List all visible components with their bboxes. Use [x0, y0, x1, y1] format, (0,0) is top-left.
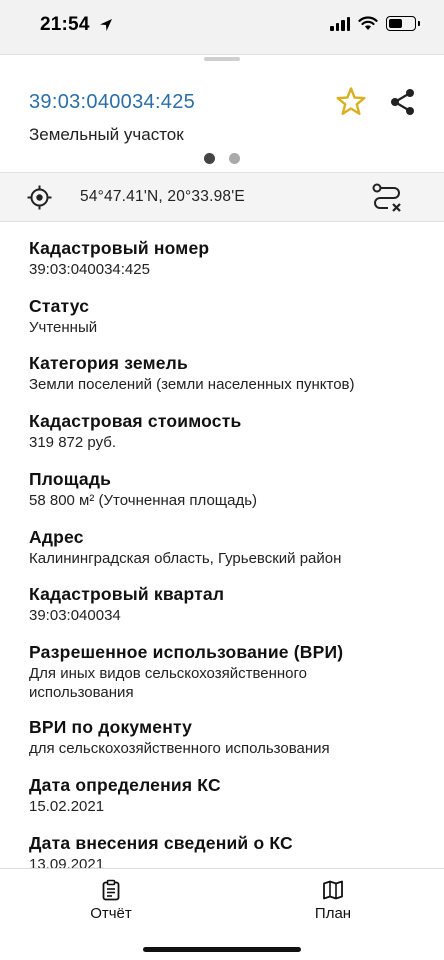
coordinates-bar	[0, 172, 444, 222]
field-value: Учтенный	[29, 319, 98, 336]
field-value: для сельскохозяйственного использования	[29, 740, 330, 757]
field-value: 13.09.2021	[29, 856, 105, 868]
field-cadastral-value	[29, 410, 419, 452]
field-label: Кадастровый квартал	[29, 584, 225, 604]
status-bar	[0, 0, 444, 54]
field-label: Разрешенное использование (ВРИ)	[29, 642, 344, 662]
field-cadastral-quarter	[29, 583, 419, 625]
field-land-category	[29, 352, 419, 394]
field-value: Земли поселений (земли населенных пунктов)	[29, 376, 355, 393]
clipboard-icon	[100, 879, 122, 901]
field-value: 15.02.2021	[29, 798, 105, 815]
field-cv-entry-date	[29, 832, 419, 868]
crosshair-icon[interactable]	[27, 185, 52, 210]
field-permitted-use-document	[29, 716, 419, 758]
field-permitted-use	[29, 641, 419, 702]
field-label: Площадь	[29, 469, 112, 489]
page-dot-active[interactable]	[204, 153, 215, 164]
field-label: ВРИ по документу	[29, 717, 193, 737]
tab-report[interactable]	[61, 879, 161, 922]
home-indicator[interactable]	[143, 947, 301, 952]
tab-label: План	[314, 905, 352, 922]
field-value: 39:03:040034	[29, 607, 121, 624]
field-label: Категория земель	[29, 353, 188, 373]
field-label: Дата внесения сведений о КС	[29, 833, 293, 853]
field-cadastral-number	[29, 237, 419, 279]
bottom-tab-bar	[0, 868, 444, 960]
coordinates-text: 54°47.41'N, 20°33.98'E	[80, 188, 245, 205]
field-area	[29, 468, 419, 510]
field-label: Дата определения КС	[29, 775, 221, 795]
field-status	[29, 295, 419, 337]
tab-plan[interactable]	[283, 879, 383, 922]
battery-icon	[386, 16, 416, 31]
status-time: 21:54	[40, 14, 90, 35]
tab-label: Отчёт	[90, 905, 132, 922]
sheet-header	[0, 54, 444, 172]
status-indicators	[330, 16, 416, 31]
page-indicator[interactable]	[204, 153, 240, 164]
map-icon	[322, 879, 344, 901]
field-cv-determination-date	[29, 774, 419, 816]
field-value: 39:03:040034:425	[29, 261, 150, 278]
star-icon[interactable]	[334, 85, 368, 119]
field-label: Адрес	[29, 527, 84, 547]
field-value: Калининградская область, Гурьевский район	[29, 550, 342, 567]
page-dot[interactable]	[229, 153, 240, 164]
field-value: 58 800 м² (Уточненная площадь)	[29, 492, 258, 509]
wifi-icon	[358, 16, 378, 31]
field-value: Для иных видов сельскохозяйственного использования	[29, 665, 307, 701]
cadastral-number-title: 39:03:040034:425	[29, 91, 196, 113]
sheet-grabber[interactable]	[204, 57, 240, 61]
field-label: Кадастровый номер	[29, 238, 210, 258]
field-value: 319 872 руб.	[29, 434, 116, 451]
route-clear-icon[interactable]	[370, 182, 404, 214]
cellular-signal-icon	[330, 17, 350, 31]
field-address	[29, 526, 419, 568]
object-type: Земельный участок	[29, 125, 184, 144]
details-list[interactable]	[0, 222, 444, 868]
field-label: Статус	[29, 296, 90, 316]
location-arrow-icon	[98, 17, 114, 33]
field-label: Кадастровая стоимость	[29, 411, 242, 431]
share-icon[interactable]	[388, 87, 418, 117]
